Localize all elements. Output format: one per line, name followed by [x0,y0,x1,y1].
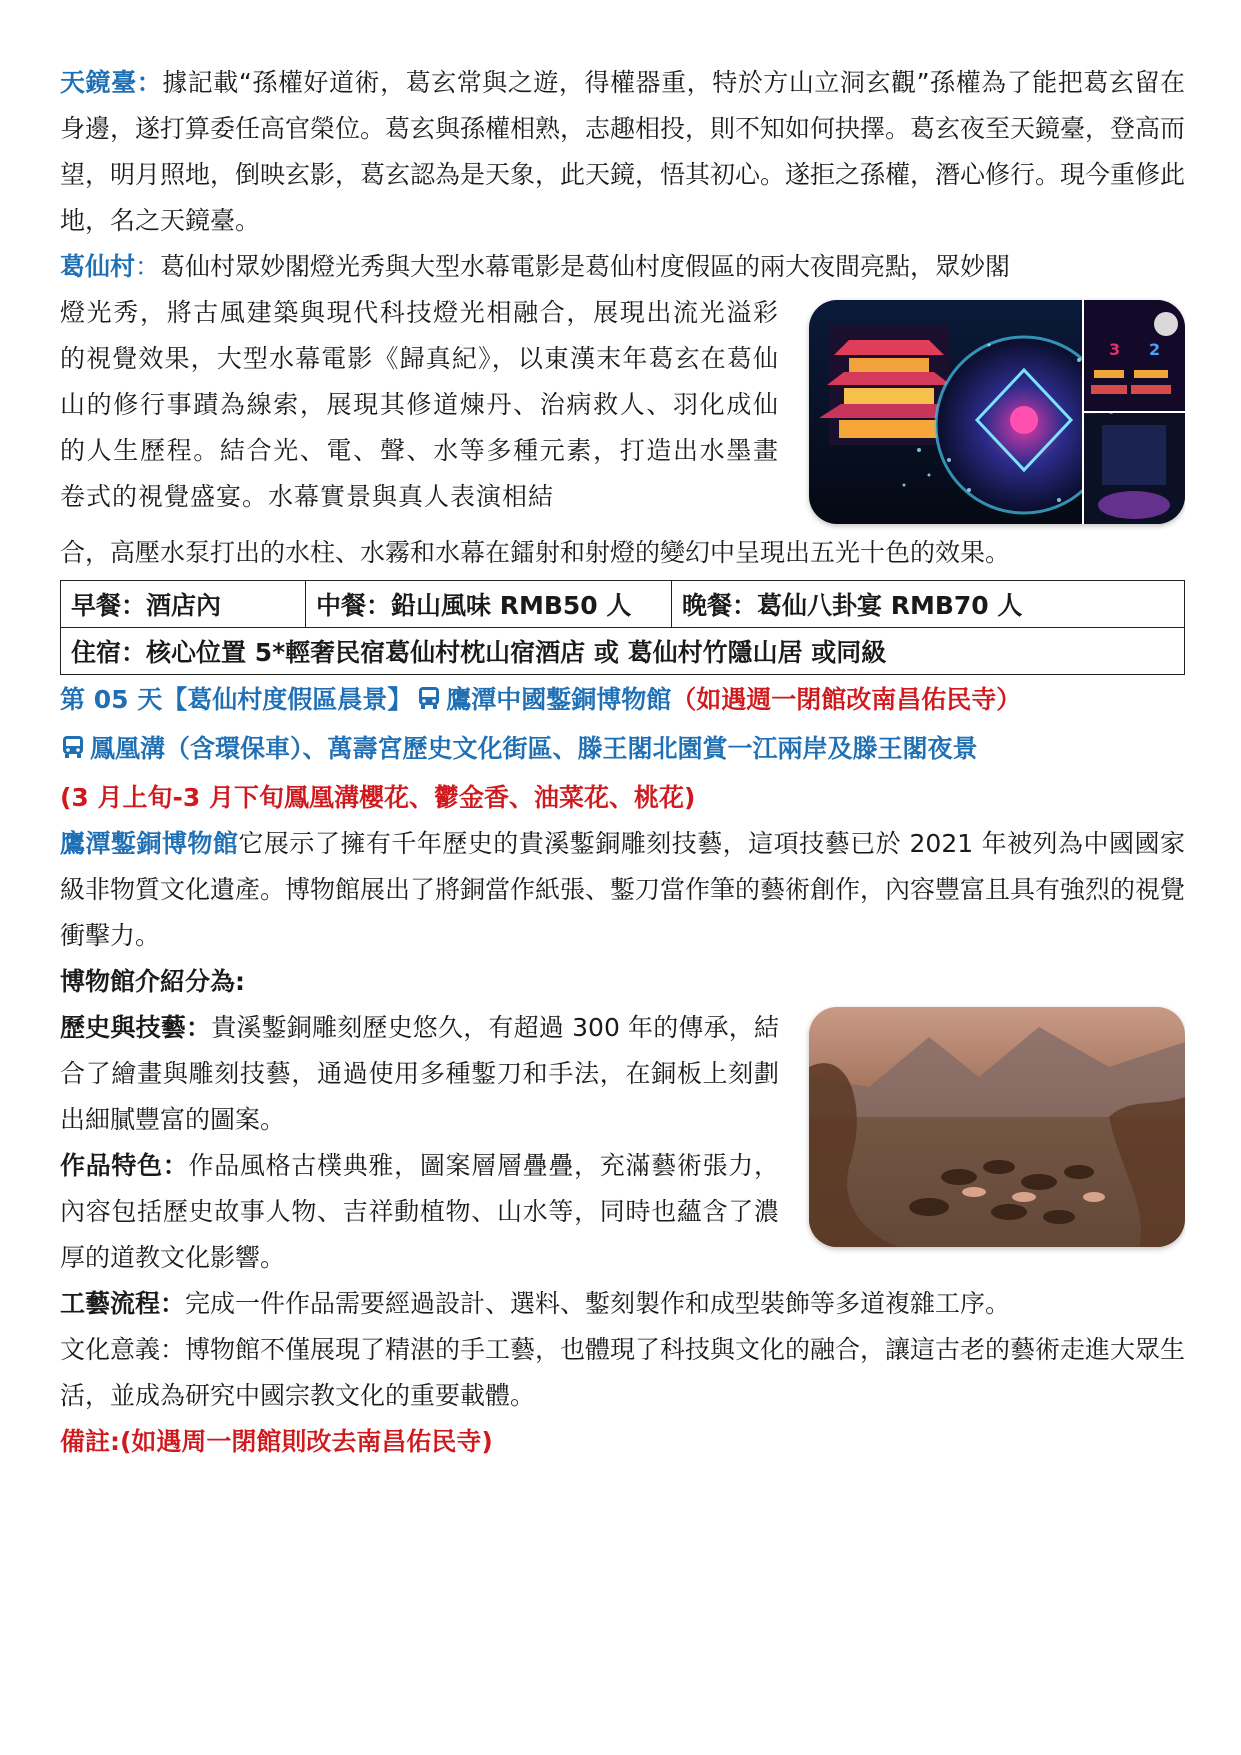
feature-label: 作品特色： [60,1151,189,1180]
bus-icon [416,680,442,726]
note-text: 備註:(如遇周一閉館則改去南昌佑民寺) [60,1427,493,1456]
meal-row [61,581,1185,628]
tianjingtai-label: 天鏡臺： [60,68,163,97]
day05-line3: (3 月上旬-3 月下旬鳳凰溝櫻花、鬱金香、油菜花、桃花) [60,783,696,812]
museum-intro-heading: 博物館介紹分為: [60,967,245,996]
gexiancun-tail-text: 合，高壓水泵打出的水柱、水霧和水幕在鐳射和射燈的變幻中呈現出五光十色的效果。 [60,538,1011,567]
craft-text: 完成一件作品需要經過設計、選料、鏨刻製作和成型裝飾等多道複雜工序。 [185,1289,1011,1318]
museum-wrap-block [60,1005,1185,1281]
document-page [60,60,1185,1465]
photo-badge-2: 2 [1149,340,1161,359]
stay-row [61,628,1185,675]
day05-title [60,677,1185,726]
photo-badge-3: 3 [1109,340,1121,359]
dinner-cell: 晚餐：葛仙八卦宴 RMB70 人 [672,581,1185,628]
gexiancun-wrap-text: 燈光秀，將古風建築與現代科技燈光相融合，展現出流光溢彩的視覺效果，大型水幕電影《歸真紀》，以東漢末年葛玄在葛仙山的修行事蹟為線索，展現其修道煉丹、治病救人、羽化成仙的人生歷程。結合光、電、聲、水等多種元素，打造出水墨畫卷式的視覺盛宴。水幕實景與真人表演相結 [60,298,779,511]
culture-paragraph: 文化意義：博物館不僅展現了精湛的手工藝，也體現了科技與文化的融合，讓這古老的藝術走進大眾生活，並成為研究中國宗教文化的重要載體。 [60,1335,1186,1410]
day05-line2-text: 鳳凰溝（含環保車）、萬壽宮歷史文化街區、滕王閣北園賞一江兩岸及滕王閣夜景 [90,734,978,763]
day05-title-a: 第 05 天【葛仙村度假區晨景】 [60,685,413,714]
gexiancun-first-line [60,244,1185,290]
craft-paragraph [60,1281,1185,1327]
museum-label: 鷹潭鏨銅博物館 [60,829,239,858]
gexiancun-wrap-block [60,290,1185,530]
copper-carving-photo [809,1007,1185,1247]
museum-paragraph [60,821,1185,959]
day05-title-b: 鷹潭中國鏨銅博物館 [446,685,672,714]
day05-title-red: （如遇週一閉館改南昌佑民寺） [671,685,1022,714]
day05-line2 [60,726,1185,775]
gexiancun-text-full: 葛仙村眾妙閣燈光秀與大型水幕電影是葛仙村度假區的兩大夜間亮點，眾妙閣 [160,252,1011,281]
museum-text: 它展示了擁有千年歷史的貴溪鏨銅雕刻技藝，這項技藝已於 2021 年被列為中國國家級非物質文化遺產。博物館展出了將銅當作紙張、鏨刀當作筆的藝術創作，內容豐富且具有強烈的視覺衝擊力。 [60,829,1186,950]
gexiancun-label: 葛仙村 [60,252,136,281]
lunch-cell: 中餐：鉛山風味 RMB50 人 [306,581,672,628]
gexiancun-colon: ： [135,252,161,281]
craft-label: 工藝流程： [60,1289,186,1318]
tianjingtai-text: 據記載“孫權好道術，葛玄常與之遊，得權器重，特於方山立洞玄觀”孫權為了能把葛玄留在身邊，遂打算委任高官榮位。葛玄與孫權相熟，志趣相投，則不知如何抉擇。葛玄夜至天鏡臺，登高而望，明月照地，倒映玄影，葛玄認為是天象，此天鏡，悟其初心。遂拒之孫權，潛心修行。現今重修此地，名之天鏡臺。 [60,68,1186,235]
bus-icon [60,729,86,775]
light-show-photo [809,300,1185,524]
history-text: 貴溪鏨銅雕刻歷史悠久，有超過 300 年的傳承，結合了繪畫與雕刻技藝，通過使用多種鏨刀和手法，在銅板上刻劃出細膩豐富的圖案。 [60,1013,779,1134]
history-label: 歷史與技藝： [60,1013,212,1042]
meal-table [60,580,1185,675]
breakfast-cell: 早餐：酒店內 [61,581,306,628]
stay-cell: 住宿：核心位置 5*輕奢民宿葛仙村枕山宿酒店 或 葛仙村竹隱山居 或同級 [61,628,1185,675]
tianjingtai-paragraph [60,60,1185,244]
feature-text: 作品風格古樸典雅，圖案層層疊疊，充滿藝術張力，內容包括歷史故事人物、吉祥動植物、山水等，同時也蘊含了濃厚的道教文化影響。 [60,1151,779,1272]
